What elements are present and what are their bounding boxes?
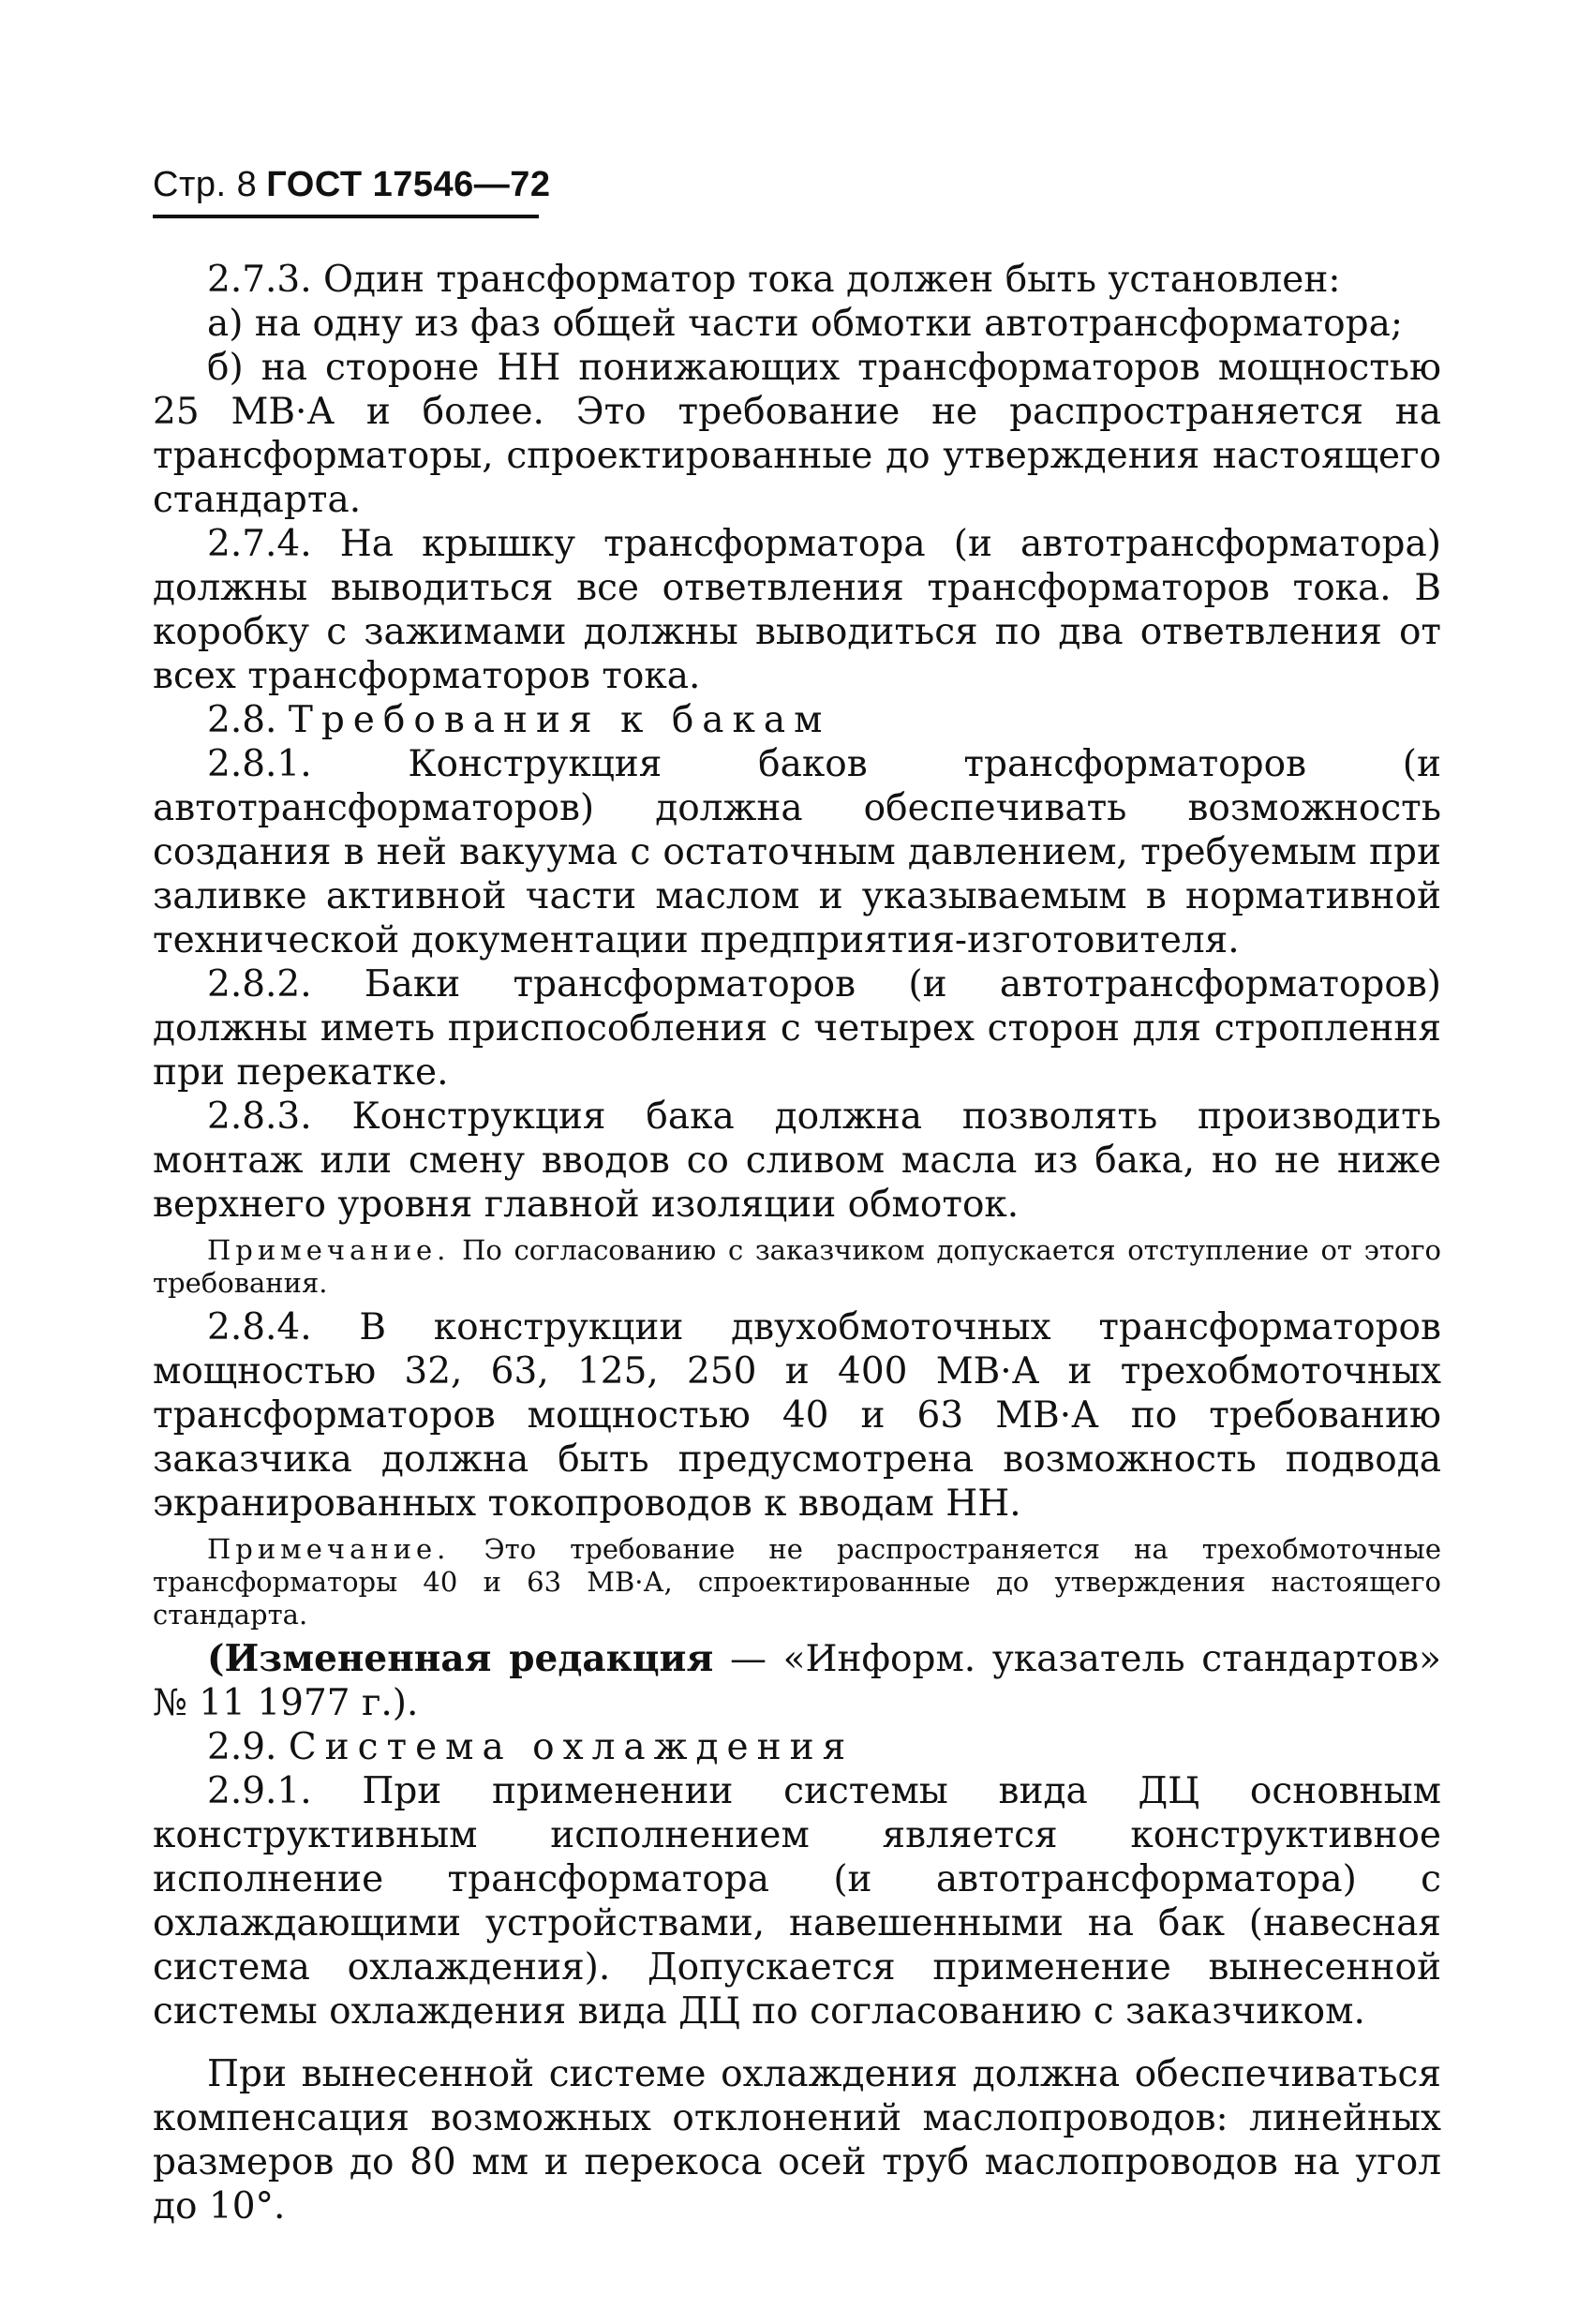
amendment-text: — «Информ. указатель стандартов» bbox=[713, 1638, 1441, 1680]
clause-2-8-3: 2.8.3. Конструкция бака должна позволять производить монтаж или смену вводов со сливом масла из бака, но не ниже верхнего уровня главной изоляции обмоток. bbox=[153, 1095, 1441, 1226]
amendment-note bbox=[153, 1637, 1441, 1681]
clause-2-8-4: 2.8.4. В конструкции двухобмоточных трансформаторов мощностью 32, 63, 125, 250 и 400 МВ·А и трехобмоточных трансформаторов мощностью 40 и 63 МВ·А по требованию заказчика должна быть предусмотрена возможность подвода экранированных токопроводов к вводам НН. bbox=[153, 1306, 1441, 1525]
clause-2-7-4: 2.7.4. На крышку трансформатора (и автотрансформатора) должны выводиться все ответвления трансформаторов тока. В коробку с зажимами должны выводиться по два ответвления от всех трансформаторов тока. bbox=[153, 523, 1441, 697]
document-body bbox=[153, 258, 1441, 2228]
note-text: Это требование не распространяется на трехобмоточные трансформаторы 40 и 63 МВ·А, спроектированные до утверждения настоящего стандарта. bbox=[153, 1533, 1442, 1631]
section-heading-2-8 bbox=[153, 698, 1441, 742]
clause-2-9-1-continuation: При вынесенной системе охлаждения должна обеспечиваться компенсация возможных отклонений маслопроводов: линейных размеров до 80 мм и перекоса осей труб маслопроводов на угол до 10°. bbox=[153, 2053, 1441, 2227]
page-number-label: Стр. 8 bbox=[153, 165, 258, 204]
note-label: Примечание. bbox=[207, 1533, 451, 1565]
standard-code: ГОСТ 17546—72 bbox=[266, 165, 551, 204]
clause-2-8-2: 2.8.2. Баки трансформаторов (и автотрансформаторов) должны иметь приспособления с четырех сторон для строплення при перекатке. bbox=[153, 963, 1441, 1094]
note-1 bbox=[153, 1234, 1441, 1300]
section-number: 2.8. bbox=[207, 699, 277, 741]
section-title: Требования к бакам bbox=[288, 699, 831, 741]
clause-2-7-3-b: б) на стороне НН понижающих трансформаторов мощностью 25 МВ·А и более. Это требование не распространяется на трансформаторы, спроектированные до утверждения настоящего стандарта. bbox=[153, 347, 1441, 521]
clause-2-7-3-a: а) на одну из фаз общей части обмотки автотрансформатора; bbox=[207, 303, 1403, 345]
note-text: По согласованию с заказчиком допускается отступление от этого требования. bbox=[153, 1234, 1442, 1299]
clause-2-8-1: 2.8.1. Конструкция баков трансформаторов (и автотрансформаторов) должна обеспечивать возможность создания в ней вакуума с остаточным давлением, требуемым при заливке активной части маслом и указываемым в нормативной технической документации предприятия-изготовителя. bbox=[153, 743, 1441, 961]
header-rule bbox=[153, 215, 539, 218]
amendment-reference: № 11 1977 г.). bbox=[153, 1682, 419, 1724]
note-2 bbox=[153, 1533, 1441, 1631]
clause-2-9-1: 2.9.1. При применении системы вида ДЦ основным конструктивным исполнением является конструктивное исполнение трансформатора (и автотрансформатора) с охлаждающими устройствами, навешенными на бак (навесная система охлаждения). Допускается применение вынесенной системы охлаждения вида ДЦ по согласованию с заказчиком. bbox=[153, 1770, 1441, 2033]
page-header bbox=[153, 165, 551, 205]
section-title: Система охлаждения bbox=[288, 1726, 855, 1768]
clause-2-7-3: 2.7.3. Один трансформатор тока должен быть установлен: bbox=[207, 259, 1341, 301]
section-number: 2.9. bbox=[207, 1726, 277, 1768]
section-heading-2-9 bbox=[153, 1725, 1441, 1769]
note-label: Примечание. bbox=[207, 1234, 451, 1266]
amendment-bold: (Измененная редакция bbox=[207, 1637, 714, 1680]
